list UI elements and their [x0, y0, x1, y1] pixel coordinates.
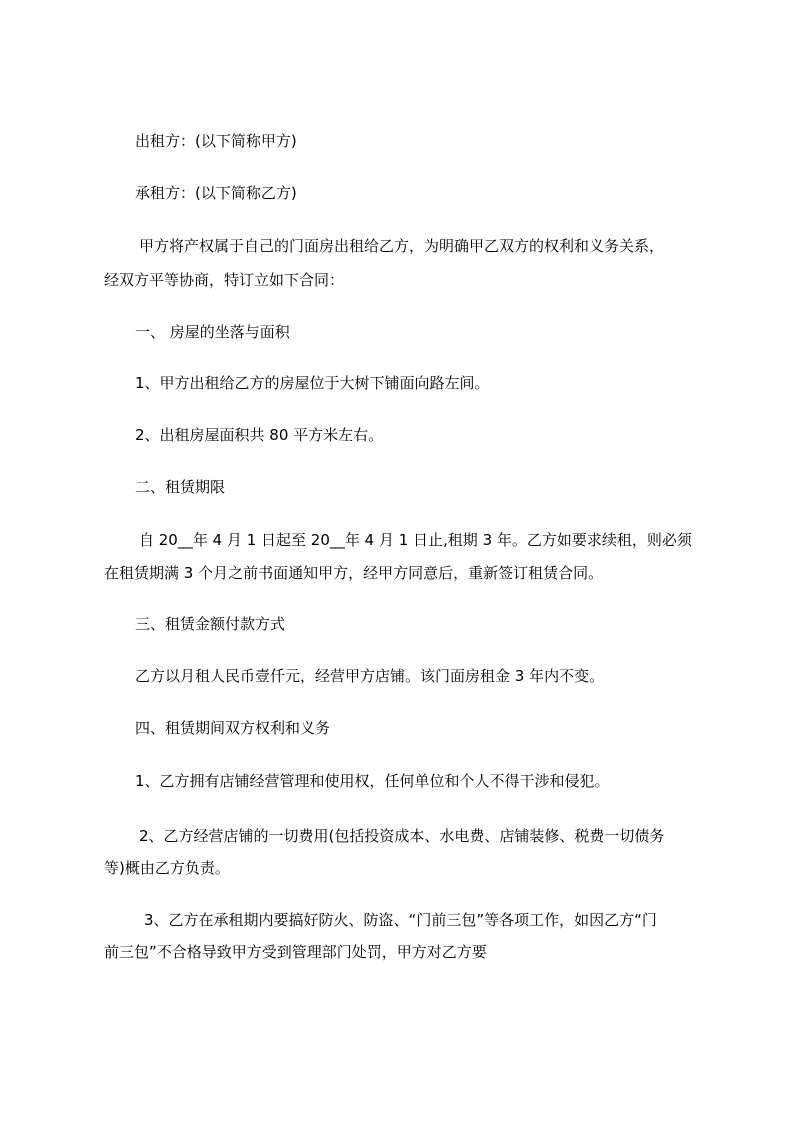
clause-4-3-line-1: 3、乙方在承租期内要搞好防火、防盗、“门前三包”等各项工作，如因乙方“门: [144, 911, 657, 929]
section-heading-1: 一、 房屋的坐落与面积: [135, 323, 290, 341]
clause-4-2-line-1: 2、乙方经营店铺的一切费用(包括投资成本、水电费、店铺装修、税费一切债务: [139, 827, 665, 845]
section-heading-3: 三、租赁金额付款方式: [135, 615, 286, 633]
rent-amount-line: 乙方以月租人民币壹仟元，经营甲方店铺。该门面房租金 3 年内不变。: [135, 667, 605, 685]
clause-4-3-line-2: 前三包”不合格导致甲方受到管理部门处罚，甲方对乙方要: [104, 943, 487, 961]
section-heading-4: 四、租赁期间双方权利和义务: [135, 719, 331, 737]
clause-4-1: 1、乙方拥有店铺经营管理和使用权，任何单位和个人不得干涉和侵犯。: [135, 772, 610, 790]
section-heading-2: 二、租赁期限: [135, 478, 226, 496]
clause-1-2: 2、出租房屋面积共 80 平方米左右。: [135, 426, 384, 444]
clause-4-2-line-2: 等)概由乙方负责。: [104, 859, 230, 877]
lessee-line: 承租方：(以下简称乙方): [135, 184, 297, 202]
lessor-line: 出租方：(以下简称甲方): [135, 132, 297, 150]
intro-line-1: 甲方将产权属于自己的门面房出租给乙方，为明确甲乙双方的权利和义务关系，: [139, 237, 665, 255]
lease-term-line-1: 自 20__年 4 月 1 日起至 20__年 4 月 1 日止,租期 3 年。乙方如要求续租，则必须: [139, 531, 692, 549]
clause-1-1: 1、甲方出租给乙方的房屋位于大树下铺面向路左间。: [135, 374, 490, 392]
intro-line-2: 经双方平等协商，特订立如下合同：: [104, 271, 345, 289]
lease-term-line-2: 在租赁期满 3 个月之前书面通知甲方，经甲方同意后，重新签订租赁合同。: [104, 564, 604, 582]
